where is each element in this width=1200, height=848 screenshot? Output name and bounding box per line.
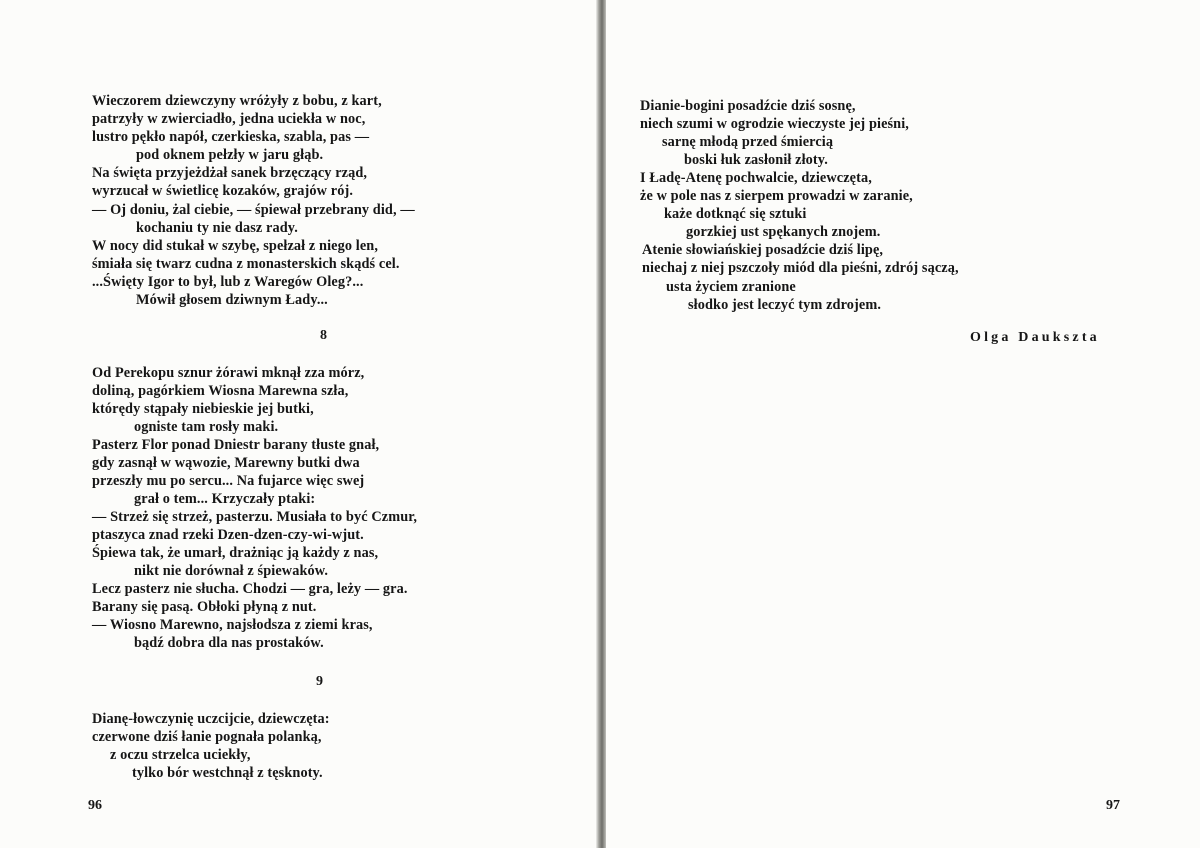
page-number: 97 [1106, 798, 1120, 813]
poem-line: niechaj z niej pszczoły miód dla pieśni, zdrój sączą, [642, 260, 959, 276]
poem-line: Od Perekopu sznur żórawi mknął zza mórz, [92, 365, 365, 381]
poem-line: ...Święty Igor to był, lub z Waregów Oleg?... [92, 274, 364, 290]
poem-line: ptaszyca znad rzeki Dzen-dzen-czy-wi-wjut. [92, 527, 364, 543]
poem-line: I Ładę-Atenę pochwalcie, dziewczęta, [640, 170, 872, 186]
poem-line: boski łuk zasłonił złoty. [684, 152, 828, 168]
poem-line: że w pole nas z sierpem prowadzi w zaranie, [640, 188, 913, 204]
poem-line: Barany się pasą. Obłoki płyną z nut. [92, 599, 317, 615]
poem-line: Na święta przyjeżdżał sanek brzęczący rząd, [92, 165, 368, 181]
poem-line: grał o tem... Krzyczały ptaki: [134, 491, 316, 507]
poem-line: — Oj doniu, żal ciebie, — śpiewał przebrany did, — [92, 202, 415, 218]
poem-line: z oczu strzelca uciekły, [110, 747, 251, 763]
section-number: 8 [320, 328, 327, 343]
poem-line: Pasterz Flor ponad Dniestr barany tłuste gnał, [92, 437, 380, 453]
poem-line: gorzkiej ust spękanych znojem. [686, 224, 881, 240]
poem-line: W nocy did stukał w szybę, spełzał z niego len, [92, 238, 379, 254]
poem-line: kochaniu ty nie dasz rady. [136, 220, 298, 236]
left-page [0, 0, 598, 848]
poem-line: śmiała się twarz cudna z monasterskich skądś cel. [92, 256, 400, 272]
poem-line: — Strzeż się strzeż, pasterzu. Musiała to być Czmur, [92, 509, 418, 525]
poem-line: ogniste tam rosły maki. [134, 419, 279, 435]
poem-line: sarnę młodą przed śmiercią [662, 134, 834, 150]
poem-line: doliną, pagórkiem Wiosna Marewna szła, [92, 383, 349, 399]
poem-line: pod oknem pełzły w jaru głąb. [136, 147, 324, 163]
poem-line: — Wiosno Marewno, najsłodsza z ziemi kras, [92, 617, 373, 633]
author-signature: Olga Daukszta [970, 330, 1100, 345]
poem-line: Lecz pasterz nie słucha. Chodzi — gra, leży — gra. [92, 581, 408, 597]
poem-line: tylko bór westchnął z tęsknoty. [132, 765, 323, 781]
poem-line: usta życiem zranione [666, 279, 796, 295]
poem-line: nikt nie dorównał z śpiewaków. [134, 563, 329, 579]
poem-line: Atenie słowiańskiej posadźcie dziś lipę, [642, 242, 884, 258]
poem-line: Dianie-bogini posadźcie dziś sosnę, [640, 98, 856, 114]
poem-line: czerwone dziś łanie pognała polanką, [92, 729, 322, 745]
poem-line: gdy zasnął w wąwozie, Marewny butki dwa [92, 455, 360, 471]
poem-line: przeszły mu po sercu... Na fujarce więc swej [92, 473, 365, 489]
poem-line: bądź dobra dla nas prostaków. [134, 635, 324, 651]
poem-line: lustro pękło napół, czerkieska, szabla, pas — [92, 129, 370, 145]
section-number: 9 [316, 674, 323, 689]
poem-line: którędy stąpały niebieskie jej butki, [92, 401, 314, 417]
poem-line: Wieczorem dziewczyny wróżyły z bobu, z kart, [92, 93, 382, 109]
page-number: 96 [88, 798, 102, 813]
poem-line: każe dotknąć się sztuki [664, 206, 807, 222]
right-page [606, 0, 1200, 848]
poem-line: Śpiewa tak, że umarł, drażniąc ją każdy z nas, [92, 545, 379, 561]
poem-line: Mówił głosem dziwnym Łady... [136, 292, 328, 308]
poem-line: Dianę-łowczynię uczcijcie, dziewczęta: [92, 711, 330, 727]
poem-line: patrzyły w zwierciadło, jedna uciekła w noc, [92, 111, 366, 127]
poem-line: wyrzucał w świetlicę kozaków, grajów rój. [92, 183, 353, 199]
poem-line: niech szumi w ogrodzie wieczyste jej pieśni, [640, 116, 909, 132]
poem-line: słodko jest leczyć tym zdrojem. [688, 297, 882, 313]
